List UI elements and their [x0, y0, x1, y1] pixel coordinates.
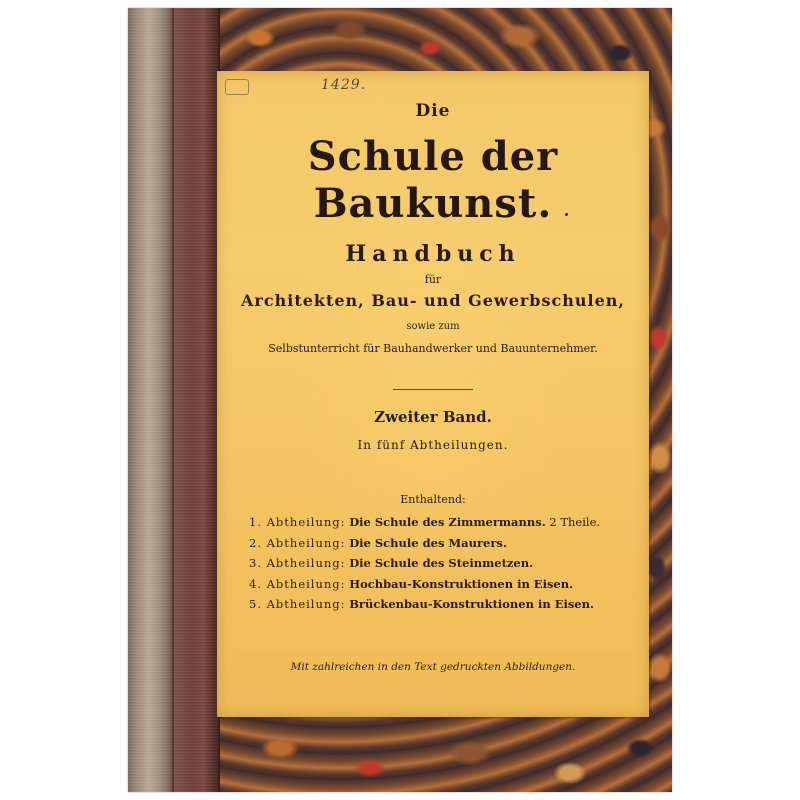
title-label	[217, 71, 649, 717]
list-item: 4. Abtheilung: Hochbau-Konstruktionen in Eisen.	[249, 576, 574, 591]
audience-line: Architekten, Bau- und Gewerbschulen,	[241, 291, 625, 310]
divisions-line: In fünf Abtheilungen.	[357, 438, 509, 452]
illustrations-note: Mit zahlreichen in den Text gedruckten Abbildungen.	[290, 661, 576, 673]
list-item: 1. Abtheilung: Die Schule des Zimmermanns. 2 Theile.	[249, 515, 601, 529]
handwritten-note: 1429.	[321, 77, 367, 93]
list-item: 2. Abtheilung: Die Schule des Maurers.	[249, 535, 507, 550]
library-stamp	[225, 79, 249, 95]
main-title: Schule der Baukunst.	[307, 133, 559, 227]
divider-rule	[393, 389, 473, 390]
parts-list	[249, 512, 639, 615]
contents-label: Enthaltend:	[400, 493, 466, 506]
list-item: 3. Abtheilung: Die Schule des Steinmetzen.	[249, 556, 534, 570]
for-word: für	[424, 273, 442, 286]
ink-speck	[565, 213, 568, 216]
spine-seam	[172, 8, 174, 792]
sowie-line: sowie zum	[406, 321, 460, 332]
volume-line: Zweiter Band.	[374, 408, 492, 426]
book-spine	[128, 8, 220, 792]
subtitle: Handbuch	[345, 241, 521, 267]
title-small: Die	[415, 101, 451, 121]
self-study-line: Selbstunterricht für Bauhandwerker und Bauunternehmer.	[268, 342, 598, 355]
list-item: 5. Abtheilung: Brückenbau-Konstruktionen in Eisen.	[249, 597, 594, 611]
